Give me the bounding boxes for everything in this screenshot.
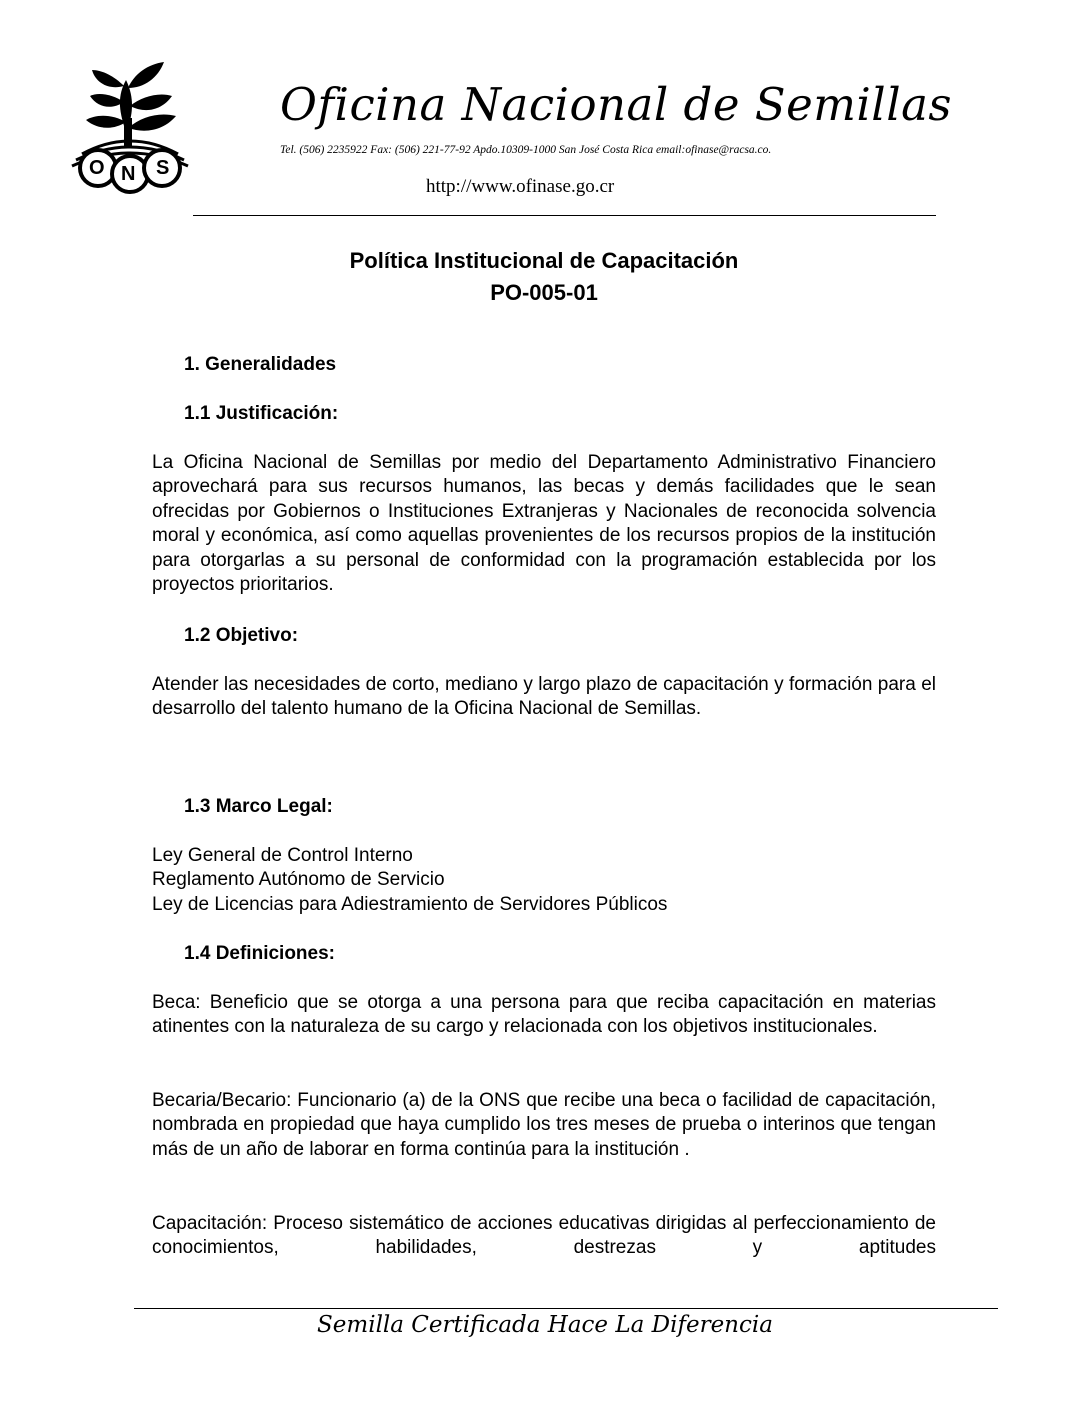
org-name: Oficina Nacional de Semillas bbox=[280, 78, 953, 131]
section-heading-marco-legal: 1.3 Marco Legal: bbox=[184, 796, 333, 817]
section-heading-justificacion: 1.1 Justificación: bbox=[184, 403, 339, 424]
footer-divider bbox=[134, 1308, 998, 1309]
document-title: Política Institucional de Capacitación bbox=[349, 248, 739, 273]
plant-seedling-logo bbox=[68, 58, 192, 194]
definition-capacitacion: Capacitación: Proceso sistemático de acciones educativas dirigidas al perfeccionamiento de conocimientos, habilidades, destrezas y aptitudes bbox=[152, 1213, 936, 1259]
list-item: Reglamento Autónomo de Servicio bbox=[152, 869, 445, 890]
website-link[interactable]: http://www.ofinase.go.cr bbox=[426, 176, 615, 197]
section-heading-objetivo: 1.2 Objetivo: bbox=[184, 625, 299, 646]
definition-becario: Becaria/Becario: Funcionario (a) de la ONS que recibe una beca o facilidad de capacitación, nombrada en propiedad que haya cumplido los tres meses de prueba o interinos que tengan más de un año de laborar en forma continúa para la institución . bbox=[152, 1090, 936, 1160]
logo-letter-o: O bbox=[89, 157, 105, 179]
paragraph-objetivo: Atender las necesidades de corto, mediano y largo plazo de capacitación y formación para el desarrollo del talento humano de la Oficina Nacional de Semillas. bbox=[152, 674, 936, 720]
section-heading-generalidades: 1. Generalidades bbox=[184, 354, 337, 375]
list-item: Ley General de Control Interno bbox=[152, 845, 413, 866]
logo-letter-n: N bbox=[121, 163, 136, 185]
list-item: Ley de Licencias para Adiestramiento de Servidores Públicos bbox=[152, 894, 668, 915]
document-code: PO-005-01 bbox=[490, 280, 598, 305]
contact-line: Tel. (506) 2235922 Fax: (506) 221-77-92 Apdo.10309-1000 San José Costa Rica email:ofinase@racsa.co. bbox=[280, 144, 772, 156]
logo-letter-s: S bbox=[156, 157, 170, 179]
footer-slogan: Semilla Certificada Hace La Diferencia bbox=[317, 1312, 773, 1338]
definition-beca: Beca: Beneficio que se otorga a una persona para que reciba capacitación en materias atinentes con la naturaleza de su cargo y relacionada con los objetivos institucionales. bbox=[152, 992, 936, 1038]
paragraph-justificacion: La Oficina Nacional de Semillas por medio del Departamento Administrativo Financiero aprovechará para sus recursos humanos, las becas y demás facilidades que le sean ofrecidas por Gobiernos o Instituciones Extranjeras y Nacionales de reconocida solvencia moral y económica, así como aquellas provenientes de los recursos propios de la institución para otorgarlas a su personal de conformidad con la programación establecida por los proyectos prioritarios. bbox=[152, 452, 936, 596]
header-divider bbox=[193, 215, 936, 216]
section-heading-definiciones: 1.4 Definiciones: bbox=[184, 943, 335, 964]
